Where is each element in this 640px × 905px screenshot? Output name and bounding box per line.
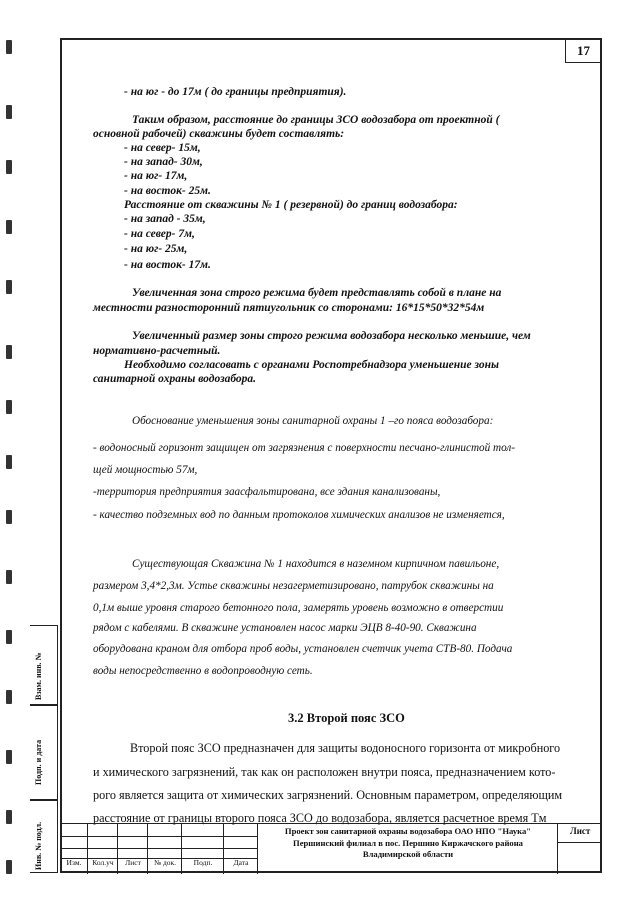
text-line: - на запад - 35м, — [124, 213, 206, 225]
title-block — [60, 823, 602, 874]
text-line: Увеличенный размер зоны строго режима водозабора несколько меньшие, чем — [132, 330, 531, 342]
margin-vzam-label: Взам. инв. № — [34, 652, 43, 700]
text-line: нормативно-расчетный. — [93, 345, 221, 357]
text-line: рядом с кабелями. В скважине установлен насос марки ЭЦВ 8-40-90. Скважина — [93, 622, 477, 634]
text-line: - на запад- 30м, — [124, 156, 203, 168]
text-line: Второй пояс ЗСО предназначен для защиты водоносного горизонта от микробного — [130, 741, 561, 755]
text-line: оборудована краном для отбора проб воды, установлен счетчик учета СТВ-80. Подача — [93, 643, 513, 655]
text-line: и химического загрязнений, так как он расположен внутри пояса, предназначением кото- — [93, 765, 556, 779]
text-line: основной рабочей) скважины будет составлять: — [93, 128, 345, 140]
project-line: Владимирской области — [362, 849, 454, 859]
text-line: Существующая Скважина № 1 находится в наземном кирпичном павильоне, — [132, 558, 500, 570]
margin-podp-label: Подп. и дата — [34, 739, 43, 785]
text-line: санитарной охраны водозабора. — [93, 373, 257, 385]
text-line: - на восток- 25м. — [124, 185, 211, 197]
text-line: - водоносный горизонт защищен от загрязнения с поверхности песчано-глинистой тол- — [93, 442, 516, 454]
margin-inv-label: Инв. № подл. — [34, 821, 43, 870]
text-line: Расстояние от скважины № 1 ( резервной) до границ водозабора: — [124, 199, 458, 211]
col-doc: № док. — [153, 858, 177, 867]
page-number: 17 — [565, 40, 601, 63]
project-title — [258, 826, 558, 861]
text-line: щей мощностью 57м, — [93, 464, 198, 476]
text-line: -территория предприятия заасфальтирована, все здания канализованы, — [93, 486, 441, 498]
text-line: - на юг- 25м, — [124, 243, 188, 255]
text-line: Увеличенная зона строго режима будет представлять собой в плане на — [132, 287, 502, 299]
text-line: рого является защита от химических загрязнений. Основным параметром, определяющим — [93, 788, 563, 802]
text-line: - на восток- 17м. — [124, 259, 211, 271]
text-line: - на юг- 17м, — [124, 170, 188, 182]
text-line: 0,1м выше уровня старого бетонного пола, замерять уровень возможно в отверстии — [93, 602, 504, 614]
col-data: Дата — [233, 858, 249, 867]
project-line: Проект зон санитарной охраны водозабора ОАО НПО "Наука" — [284, 826, 532, 836]
list-label: Лист — [570, 826, 591, 836]
text-line: - на север- 7м, — [124, 228, 195, 240]
text-line: - качество подземных вод по данным протоколов химических анализов не изменяется, — [93, 509, 505, 521]
text-line: Обоснование уменьшения зоны санитарной охраны 1 –го пояса водозабора: — [132, 415, 494, 427]
project-line: Першинский филиал в пос. Першино Киржачского района — [293, 837, 523, 848]
text-line: размером 3,4*2,3м. Устье скважины незагерметизировано, патрубок скважины на — [93, 580, 494, 592]
text-line: - на север- 15м, — [124, 142, 201, 154]
text-line: Таким образом, расстояние до границы ЗСО водозабора от проектной ( — [132, 114, 500, 126]
text-line: местности разносторонний пятиугольник со сторонами: 16*15*50*32*54м — [93, 302, 485, 314]
text-line: Необходимо согласовать с органами Роспотребнадзора уменьшение зоны — [124, 359, 499, 371]
text-line: расстояние от границы второго пояса ЗСО до водозабора, является расчетное время Tм — [93, 811, 547, 825]
text-line: - на юг - до 17м ( до границы предприятия). — [124, 86, 347, 98]
text-line: воды непосредственно в водопроводную сеть. — [93, 665, 313, 677]
section-heading: 3.2 Второй пояс ЗСО — [288, 711, 405, 725]
col-izm: Изм. — [66, 858, 82, 867]
col-list: Лист — [125, 858, 141, 867]
col-kol: Кол.уч — [92, 858, 114, 867]
col-podp: Подп. — [193, 858, 213, 867]
